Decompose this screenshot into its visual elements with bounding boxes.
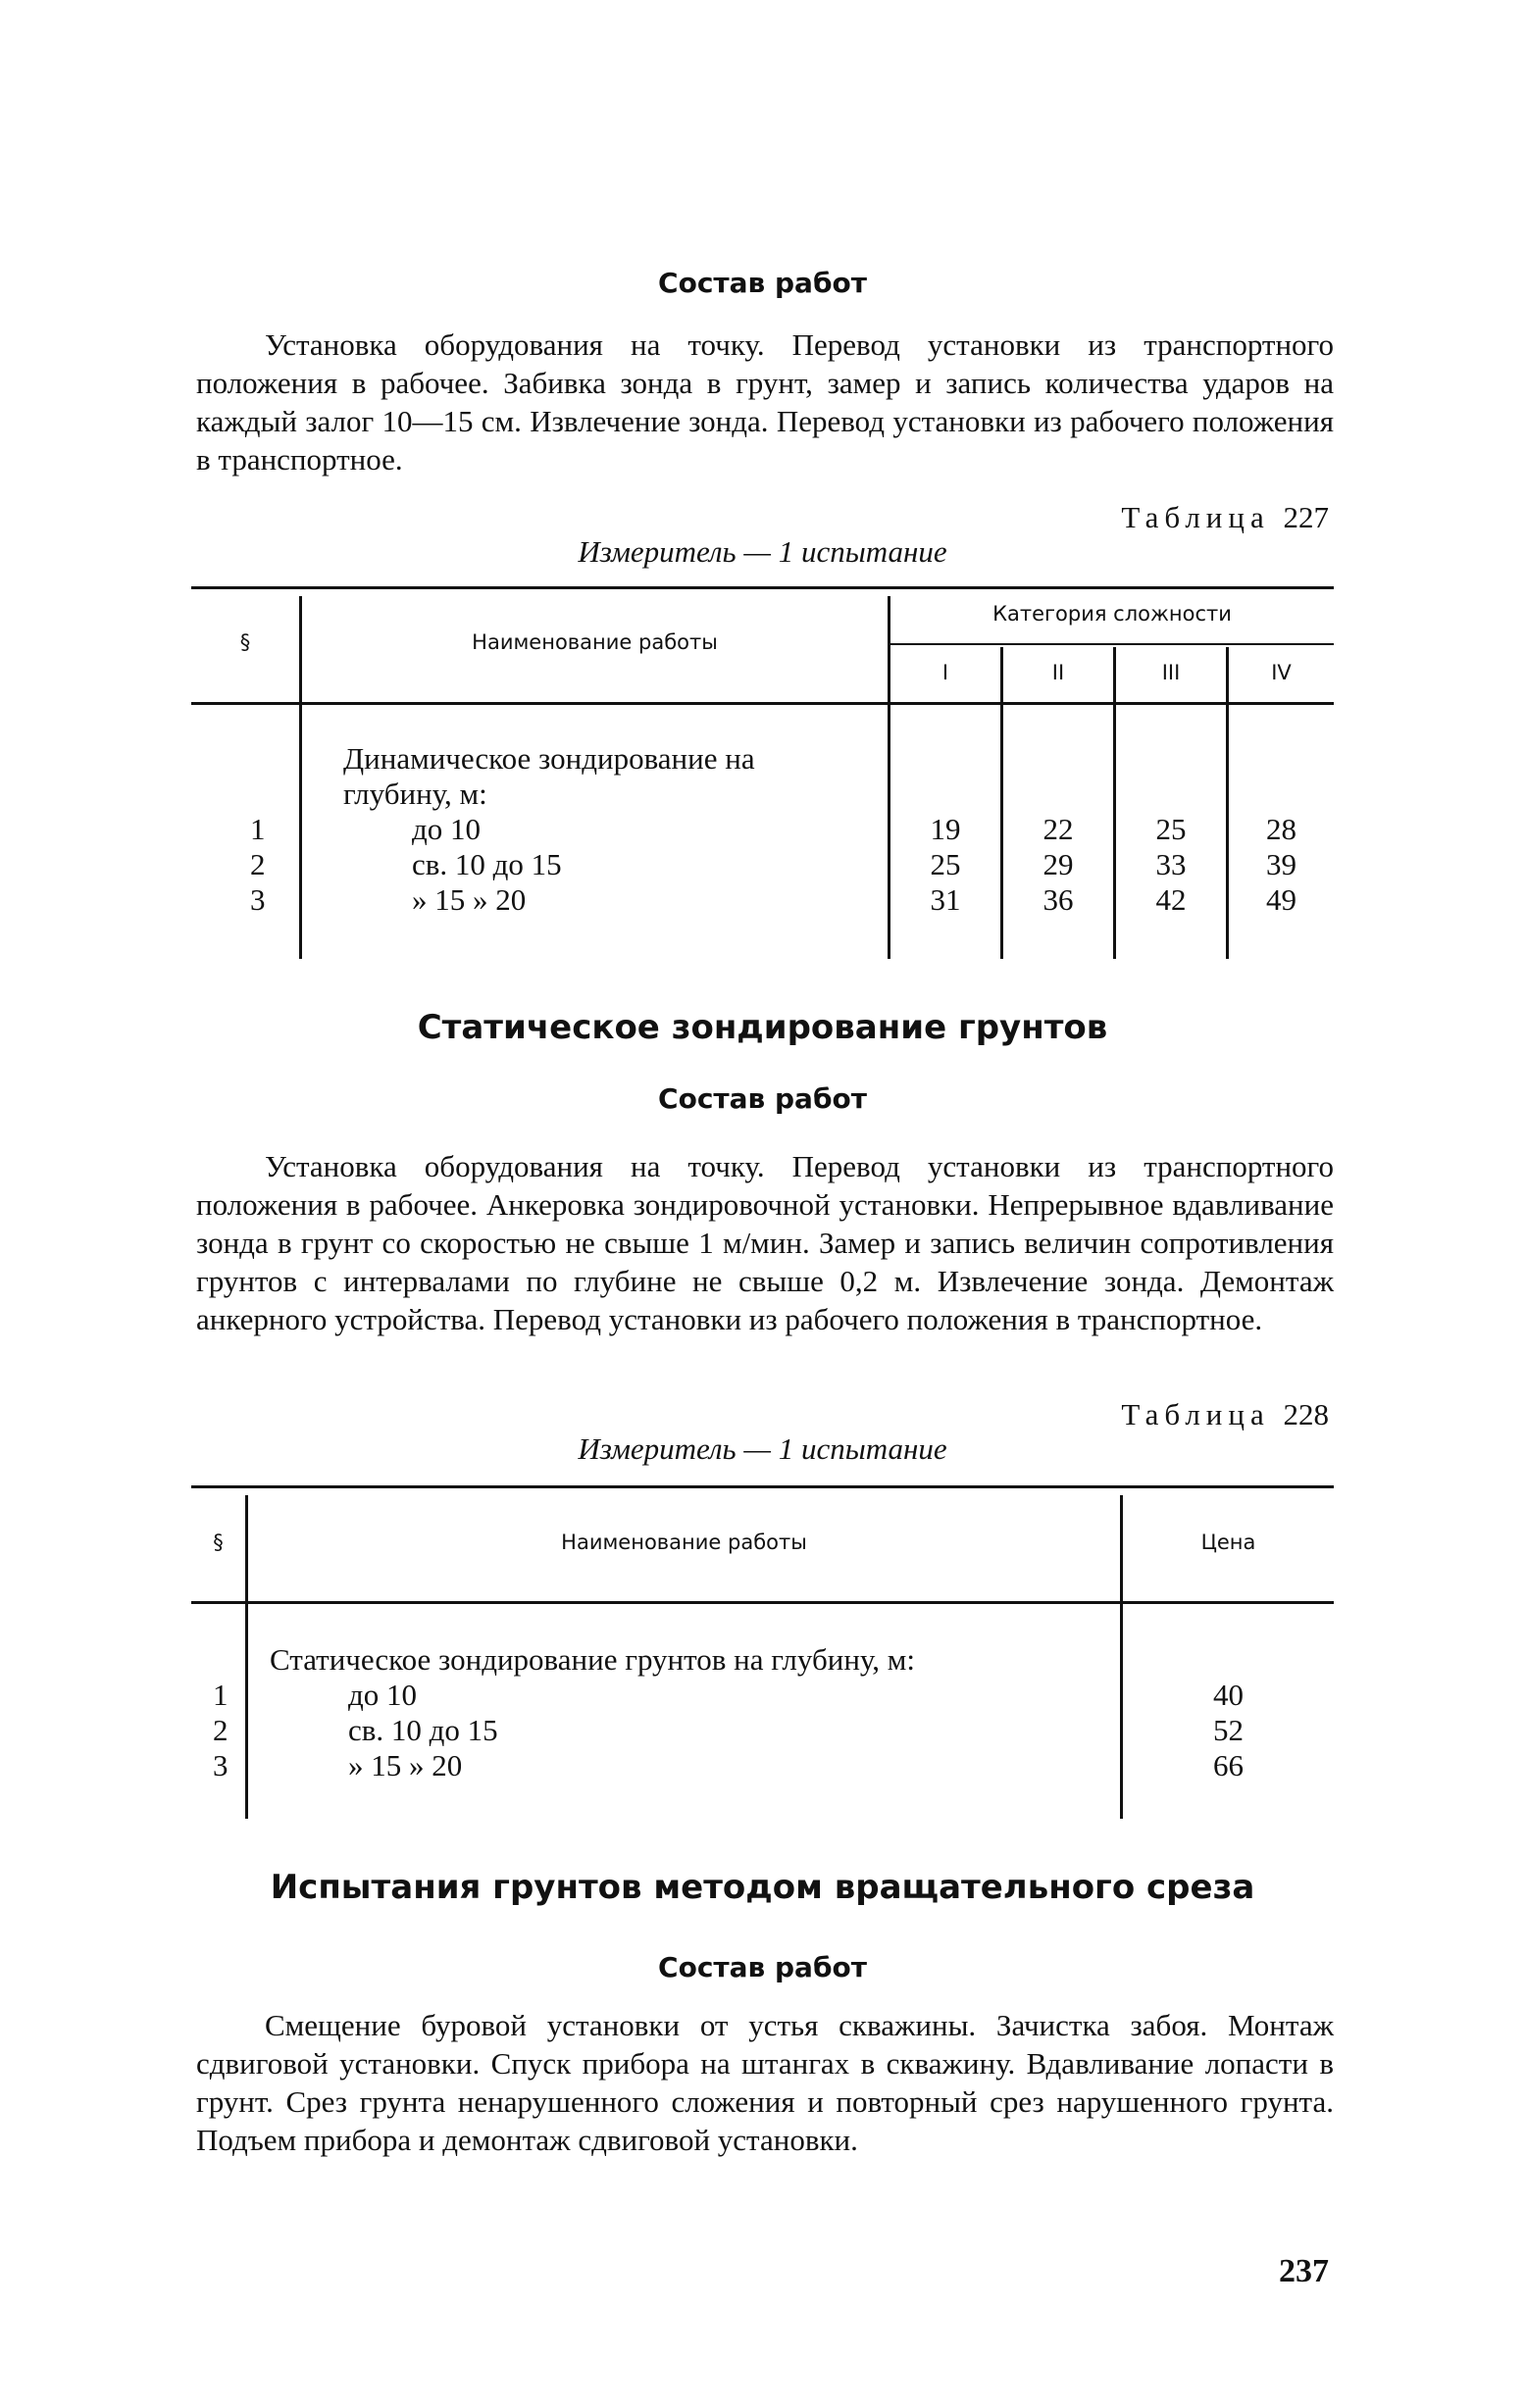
table227-caption — [1121, 500, 1329, 535]
section2-heading: Состав работ — [658, 1082, 867, 1115]
table227-row-2-num: 2 — [250, 847, 266, 881]
table227-row-1-name: до 10 — [412, 812, 482, 846]
table227-number: 227 — [1283, 500, 1329, 534]
table228-title-line: Статическое зондирование грунтов на глубину, м: — [270, 1642, 916, 1677]
table228-header-rule — [191, 1601, 1334, 1604]
table227-row-1-val-4: 28 — [1266, 812, 1296, 846]
table227-row-1-val-1: 19 — [930, 812, 961, 846]
table228-row-1-price: 40 — [1213, 1678, 1244, 1712]
table228-number: 228 — [1283, 1397, 1329, 1431]
table228-row-2-num: 2 — [213, 1713, 229, 1747]
table228-caption — [1121, 1397, 1329, 1432]
table227-row-1-val-3: 25 — [1155, 812, 1187, 846]
section3-title: Испытания грунтов методом вращательного среза — [270, 1868, 1255, 1907]
table227-row-3-val-4: 49 — [1266, 882, 1296, 917]
table227-row-2-val-1: 25 — [930, 847, 961, 881]
table227-header-group: Категория сложности — [992, 602, 1232, 626]
table228-row-1-num: 1 — [213, 1678, 229, 1712]
table228-row-3-name: » 15 » 20 — [348, 1748, 463, 1782]
table227-row-2-val-3: 33 — [1155, 847, 1187, 881]
table228-row-3-num: 3 — [213, 1748, 229, 1782]
table228-row-2-price: 52 — [1213, 1713, 1244, 1747]
table227-header-col-3: III — [1161, 661, 1181, 684]
section2-title: Статическое зондирование грунтов — [417, 1008, 1108, 1047]
table228 — [191, 1485, 1334, 1819]
table228-unit: Измеритель — 1 испытание — [578, 1431, 947, 1466]
table227-header-col-4: IV — [1271, 661, 1292, 684]
table227-row-2-val-2: 29 — [1042, 847, 1074, 881]
table227-label: Таблица — [1121, 500, 1270, 534]
table228-label: Таблица — [1121, 1397, 1270, 1431]
table227-header-col-2: II — [1051, 661, 1065, 684]
section1-heading: Состав работ — [658, 267, 867, 299]
table227-row-2-val-4: 39 — [1266, 847, 1296, 881]
table227-top-rule — [191, 586, 1334, 589]
table227-header-num: § — [239, 630, 251, 654]
table227 — [191, 586, 1334, 959]
table227-title-line2: глубину, м: — [343, 777, 487, 811]
table227-header-name: Наименование работы — [472, 630, 718, 654]
table227-header-col-1: I — [941, 661, 949, 684]
table228-row-1-name: до 10 — [348, 1678, 418, 1712]
table227-group-rule — [888, 643, 1334, 645]
table228-header-num: § — [213, 1530, 224, 1554]
table227-row-1-num: 1 — [250, 812, 266, 846]
table227-row-3-name: » 15 » 20 — [412, 882, 527, 917]
table227-row-3-val-1: 31 — [930, 882, 961, 917]
table227-row-3-val-2: 36 — [1042, 882, 1074, 917]
table228-header-price: Цена — [1200, 1530, 1256, 1554]
table227-row-3-val-3: 42 — [1155, 882, 1187, 917]
section2-paragraph: Установка оборудования на точку. Перевод установки из транспортного положения в рабочее. Анкеровка зондировочной установки. Непрерывное вдавливание зонда в грунт со скоростью не свыше 1 м/мин. Замер и запись величин сопротивления грунтов с интервалами по глубине не свыше 0,2 м. Извлечение зонда. Демонтаж анкерного устройства. Перевод установки из рабочего положения в транспортное. — [196, 1149, 1334, 1336]
table227-row-1-val-2: 22 — [1042, 812, 1074, 846]
section1-paragraph: Установка оборудования на точку. Перевод установки из транспортного положения в рабочее. Забивка зонда в грунт, замер и запись количества ударов на каждый залог 10—15 см. Извлечение зонда. Перевод установки из рабочего положения в транспортное. — [196, 327, 1334, 477]
table227-row-2-name: св. 10 до 15 — [412, 847, 562, 881]
table228-header-name: Наименование работы — [561, 1530, 807, 1554]
page-number: 237 — [1279, 2253, 1329, 2289]
section3-heading: Состав работ — [658, 1951, 867, 1983]
table228-top-rule — [191, 1485, 1334, 1488]
table228-row-3-price: 66 — [1213, 1748, 1244, 1782]
table227-unit: Измеритель — 1 испытание — [578, 534, 947, 569]
table228-row-2-name: св. 10 до 15 — [348, 1713, 498, 1747]
section3-paragraph: Смещение буровой установки от устья скважины. Зачистка забоя. Монтаж сдвиговой установки. Спуск прибора на штангах в скважину. Вдавливание лопасти в грунт. Срез грунта ненарушенного сложения и повторный срез нарушенного грунта. Подъем прибора и демонтаж сдвиговой установки. — [196, 2008, 1334, 2157]
table227-title-line1: Динамическое зондирование на — [343, 741, 755, 776]
table227-header-rule — [191, 702, 1334, 705]
table227-row-3-num: 3 — [250, 882, 266, 917]
